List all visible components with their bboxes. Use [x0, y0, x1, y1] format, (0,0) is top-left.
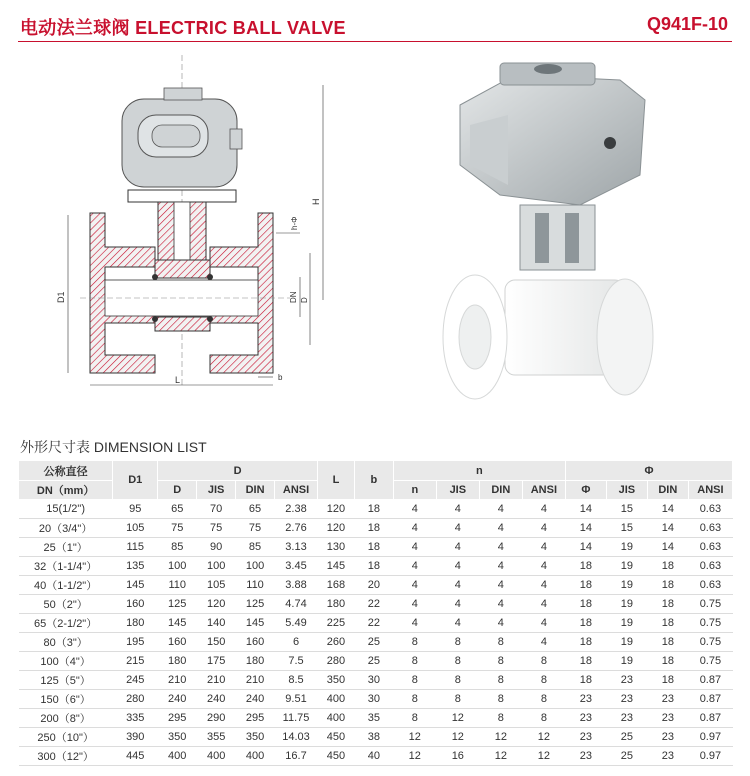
table-cell: 4 — [479, 576, 522, 595]
table-cell: 0.75 — [688, 652, 732, 671]
table-cell: 100 — [197, 557, 236, 576]
table-cell: 4 — [436, 500, 479, 519]
table-cell: 65 — [158, 500, 197, 519]
table-cell: 19 — [606, 652, 647, 671]
valve-cross-section-drawing — [56, 55, 350, 400]
header-n-group: n — [393, 461, 565, 481]
table-cell: 70 — [197, 500, 236, 519]
label-b: b — [278, 373, 283, 382]
table-cell: 450 — [318, 747, 355, 766]
table-cell: 400 — [318, 690, 355, 709]
header-dn-mm: DN（mm） — [19, 481, 113, 500]
table-cell: 23 — [647, 709, 688, 728]
table-cell: 30 — [354, 671, 393, 690]
header-d1: D1 — [113, 461, 158, 500]
header-d-group: D — [158, 461, 318, 481]
table-cell: 12 — [436, 728, 479, 747]
table-cell: 210 — [158, 671, 197, 690]
table-cell: 14 — [565, 500, 606, 519]
table-cell: 350 — [236, 728, 275, 747]
table-cell: 19 — [606, 538, 647, 557]
table-cell: 4 — [522, 519, 565, 538]
table-cell: 4 — [479, 519, 522, 538]
table-cell: 4 — [479, 614, 522, 633]
table-cell-dn: 20（3/4"） — [19, 519, 113, 538]
table-cell: 100 — [236, 557, 275, 576]
header-d-d: D — [158, 481, 197, 500]
table-cell: 8 — [436, 671, 479, 690]
table-cell: 12 — [479, 728, 522, 747]
table-cell: 4 — [393, 614, 436, 633]
table-cell: 4 — [436, 576, 479, 595]
table-cell: 280 — [318, 652, 355, 671]
table-cell: 40 — [354, 747, 393, 766]
table-cell: 120 — [318, 500, 355, 519]
table-cell: 23 — [565, 728, 606, 747]
table-cell: 18 — [565, 557, 606, 576]
header-d-jis: JIS — [197, 481, 236, 500]
table-cell: 290 — [197, 709, 236, 728]
table-cell: 18 — [647, 614, 688, 633]
table-cell-dn: 40（1-1/2"） — [19, 576, 113, 595]
table-cell: 130 — [318, 538, 355, 557]
table-cell: 4 — [436, 595, 479, 614]
table-cell-dn: 50（2"） — [19, 595, 113, 614]
table-cell: 180 — [318, 595, 355, 614]
table-cell: 160 — [158, 633, 197, 652]
table-cell: 4 — [393, 538, 436, 557]
table-cell: 210 — [236, 671, 275, 690]
table-cell: 0.63 — [688, 538, 732, 557]
table-cell: 4 — [436, 614, 479, 633]
table-cell: 105 — [197, 576, 236, 595]
table-cell: 400 — [236, 747, 275, 766]
table-cell: 30 — [354, 690, 393, 709]
table-cell: 180 — [236, 652, 275, 671]
table-cell: 12 — [393, 728, 436, 747]
table-cell: 18 — [565, 576, 606, 595]
table-cell: 8 — [436, 690, 479, 709]
table-cell: 145 — [236, 614, 275, 633]
table-cell: 14 — [647, 500, 688, 519]
table-cell: 23 — [565, 709, 606, 728]
label-l: L — [175, 375, 181, 385]
table-cell: 18 — [647, 652, 688, 671]
table-cell-dn: 25（1"） — [19, 538, 113, 557]
table-cell: 240 — [158, 690, 197, 709]
header-phi-ansi: ANSI — [688, 481, 732, 500]
table-cell: 11.75 — [275, 709, 318, 728]
table-cell: 0.97 — [688, 728, 732, 747]
table-cell: 2.76 — [275, 519, 318, 538]
table-cell: 18 — [354, 500, 393, 519]
header-n-jis: JIS — [436, 481, 479, 500]
table-cell: 0.87 — [688, 671, 732, 690]
table-cell: 355 — [197, 728, 236, 747]
table-cell: 14 — [565, 538, 606, 557]
table-row — [19, 690, 733, 709]
table-cell: 4 — [393, 519, 436, 538]
table-cell: 19 — [606, 595, 647, 614]
table-cell: 4 — [522, 557, 565, 576]
table-cell: 8 — [436, 633, 479, 652]
table-cell: 0.87 — [688, 690, 732, 709]
table-cell: 2.38 — [275, 500, 318, 519]
label-h-phi: h-Φ — [290, 216, 299, 230]
dimension-table-body — [19, 500, 733, 766]
table-cell: 445 — [113, 747, 158, 766]
table-cell: 450 — [318, 728, 355, 747]
table-row — [19, 671, 733, 690]
table-cell: 19 — [606, 614, 647, 633]
table-cell: 120 — [197, 595, 236, 614]
table-cell: 8 — [522, 671, 565, 690]
table-cell: 19 — [606, 557, 647, 576]
table-cell: 4 — [522, 595, 565, 614]
table-cell: 14 — [647, 538, 688, 557]
table-cell: 15 — [606, 500, 647, 519]
table-cell: 150 — [197, 633, 236, 652]
table-cell-dn: 300（12"） — [19, 747, 113, 766]
table-cell: 280 — [113, 690, 158, 709]
table-row — [19, 652, 733, 671]
table-cell: 12 — [393, 747, 436, 766]
electric-ball-valve-photo — [430, 55, 670, 425]
table-cell: 8 — [393, 690, 436, 709]
table-cell: 4 — [393, 595, 436, 614]
table-cell: 350 — [158, 728, 197, 747]
table-cell: 16.7 — [275, 747, 318, 766]
header-d-din: DIN — [236, 481, 275, 500]
table-cell: 23 — [565, 690, 606, 709]
table-row — [19, 538, 733, 557]
table-cell: 120 — [318, 519, 355, 538]
header-phi-din: DIN — [647, 481, 688, 500]
table-cell: 8 — [393, 633, 436, 652]
table-cell: 95 — [113, 500, 158, 519]
table-cell: 65 — [236, 500, 275, 519]
table-cell: 4 — [436, 538, 479, 557]
table-cell: 18 — [647, 671, 688, 690]
table-cell: 0.75 — [688, 633, 732, 652]
table-row — [19, 557, 733, 576]
table-cell: 210 — [197, 671, 236, 690]
table-cell: 75 — [236, 519, 275, 538]
table-cell: 14.03 — [275, 728, 318, 747]
table-cell: 85 — [158, 538, 197, 557]
table-cell: 18 — [565, 595, 606, 614]
table-cell: 23 — [647, 747, 688, 766]
table-cell: 8 — [393, 652, 436, 671]
table-cell: 4 — [479, 500, 522, 519]
table-cell: 8 — [522, 652, 565, 671]
table-cell: 350 — [318, 671, 355, 690]
table-cell: 335 — [113, 709, 158, 728]
table-cell: 25 — [606, 747, 647, 766]
table-cell: 15 — [606, 519, 647, 538]
table-cell: 295 — [236, 709, 275, 728]
table-cell: 4 — [393, 557, 436, 576]
table-cell: 0.75 — [688, 614, 732, 633]
table-cell: 8 — [479, 690, 522, 709]
table-cell-dn: 125（5"） — [19, 671, 113, 690]
table-cell: 400 — [197, 747, 236, 766]
table-cell: 260 — [318, 633, 355, 652]
table-cell: 145 — [158, 614, 197, 633]
table-cell: 18 — [647, 557, 688, 576]
table-cell: 295 — [158, 709, 197, 728]
table-cell: 168 — [318, 576, 355, 595]
table-cell: 23 — [647, 728, 688, 747]
table-cell: 18 — [354, 519, 393, 538]
header-phi-group: Φ — [565, 461, 732, 481]
table-cell: 0.63 — [688, 519, 732, 538]
table-cell: 135 — [113, 557, 158, 576]
table-cell: 8.5 — [275, 671, 318, 690]
table-cell-dn: 200（8"） — [19, 709, 113, 728]
table-cell: 180 — [113, 614, 158, 633]
table-cell: 18 — [565, 652, 606, 671]
table-cell: 125 — [158, 595, 197, 614]
table-cell: 0.63 — [688, 500, 732, 519]
table-cell: 85 — [236, 538, 275, 557]
label-h: H — [311, 198, 321, 205]
table-row — [19, 709, 733, 728]
model-number: Q941F-10 — [646, 14, 728, 34]
table-cell: 12 — [522, 747, 565, 766]
table-cell: 0.75 — [688, 595, 732, 614]
table-row — [19, 747, 733, 766]
table-cell: 18 — [647, 576, 688, 595]
table-cell: 18 — [354, 557, 393, 576]
header-n-n: n — [393, 481, 436, 500]
header-phi-phi: Φ — [565, 481, 606, 500]
table-cell-dn: 15(1/2") — [19, 500, 113, 519]
table-cell: 8 — [479, 633, 522, 652]
page-title: 电动法兰球阀 ELECTRIC BALL VALVE — [20, 18, 346, 38]
table-cell: 105 — [113, 519, 158, 538]
table-cell: 18 — [354, 538, 393, 557]
table-cell: 12 — [479, 747, 522, 766]
table-cell: 4.74 — [275, 595, 318, 614]
header-b: b — [354, 461, 393, 500]
table-cell: 4 — [393, 500, 436, 519]
table-cell: 35 — [354, 709, 393, 728]
table-cell: 240 — [197, 690, 236, 709]
table-cell-dn: 65（2-1/2"） — [19, 614, 113, 633]
header-n-din: DIN — [479, 481, 522, 500]
table-cell: 18 — [565, 633, 606, 652]
table-cell: 4 — [393, 576, 436, 595]
table-cell: 115 — [113, 538, 158, 557]
table-row — [19, 500, 733, 519]
table-cell: 100 — [158, 557, 197, 576]
table-row — [19, 728, 733, 747]
dimension-table — [18, 460, 733, 766]
table-cell: 8 — [479, 671, 522, 690]
table-cell: 38 — [354, 728, 393, 747]
table-cell: 110 — [236, 576, 275, 595]
table-cell: 4 — [436, 519, 479, 538]
dimension-list-title: 外形尺寸表 DIMENSION LIST — [20, 439, 207, 455]
table-cell: 23 — [606, 709, 647, 728]
table-cell: 8 — [522, 690, 565, 709]
table-cell: 0.63 — [688, 557, 732, 576]
table-cell: 22 — [354, 595, 393, 614]
table-cell: 4 — [522, 576, 565, 595]
table-cell: 195 — [113, 633, 158, 652]
table-cell: 18 — [647, 595, 688, 614]
table-cell: 18 — [565, 671, 606, 690]
table-cell: 75 — [158, 519, 197, 538]
table-cell: 23 — [565, 747, 606, 766]
label-d: D — [300, 297, 309, 303]
table-cell-dn: 100（4"） — [19, 652, 113, 671]
table-row — [19, 614, 733, 633]
table-row — [19, 633, 733, 652]
table-cell: 8 — [522, 709, 565, 728]
table-cell: 8 — [479, 652, 522, 671]
table-cell: 14 — [647, 519, 688, 538]
table-cell: 3.13 — [275, 538, 318, 557]
table-cell: 240 — [236, 690, 275, 709]
table-cell: 400 — [158, 747, 197, 766]
table-cell: 18 — [647, 633, 688, 652]
table-cell-dn: 150（6"） — [19, 690, 113, 709]
table-row — [19, 519, 733, 538]
table-cell: 7.5 — [275, 652, 318, 671]
table-cell: 4 — [479, 595, 522, 614]
header-d-ansi: ANSI — [275, 481, 318, 500]
table-cell: 4 — [479, 557, 522, 576]
table-cell: 25 — [354, 652, 393, 671]
table-cell: 5.49 — [275, 614, 318, 633]
table-cell: 19 — [606, 576, 647, 595]
table-cell: 390 — [113, 728, 158, 747]
label-dn: DN — [289, 291, 298, 303]
table-cell: 3.88 — [275, 576, 318, 595]
table-cell: 110 — [158, 576, 197, 595]
table-cell: 0.63 — [688, 576, 732, 595]
table-cell: 6 — [275, 633, 318, 652]
table-cell: 12 — [436, 709, 479, 728]
table-cell: 4 — [522, 538, 565, 557]
header-dn: 公称直径 — [19, 461, 113, 481]
table-cell: 400 — [318, 709, 355, 728]
table-cell: 23 — [606, 690, 647, 709]
table-cell-dn: 32（1-1/4"） — [19, 557, 113, 576]
table-cell: 245 — [113, 671, 158, 690]
table-cell: 4 — [436, 557, 479, 576]
table-cell: 225 — [318, 614, 355, 633]
table-cell: 180 — [158, 652, 197, 671]
table-cell: 9.51 — [275, 690, 318, 709]
table-cell: 145 — [113, 576, 158, 595]
table-cell: 8 — [393, 709, 436, 728]
table-cell: 8 — [479, 709, 522, 728]
table-cell: 4 — [522, 614, 565, 633]
table-cell: 215 — [113, 652, 158, 671]
table-cell: 160 — [113, 595, 158, 614]
table-cell: 20 — [354, 576, 393, 595]
table-cell: 14 — [565, 519, 606, 538]
table-cell: 175 — [197, 652, 236, 671]
table-cell: 160 — [236, 633, 275, 652]
table-cell: 22 — [354, 614, 393, 633]
header-phi-jis: JIS — [606, 481, 647, 500]
table-cell: 4 — [522, 500, 565, 519]
table-row — [19, 595, 733, 614]
table-cell-dn: 250（10"） — [19, 728, 113, 747]
table-cell: 19 — [606, 633, 647, 652]
table-cell: 12 — [522, 728, 565, 747]
table-cell: 23 — [606, 671, 647, 690]
table-cell: 23 — [647, 690, 688, 709]
table-row — [19, 576, 733, 595]
table-cell: 16 — [436, 747, 479, 766]
label-d1: D1 — [56, 291, 66, 303]
table-cell: 25 — [354, 633, 393, 652]
table-cell: 0.97 — [688, 747, 732, 766]
table-cell: 75 — [197, 519, 236, 538]
table-cell: 25 — [606, 728, 647, 747]
table-cell: 145 — [318, 557, 355, 576]
table-cell-dn: 80（3"） — [19, 633, 113, 652]
header-n-ansi: ANSI — [522, 481, 565, 500]
table-cell: 140 — [197, 614, 236, 633]
table-cell: 125 — [236, 595, 275, 614]
table-cell: 0.87 — [688, 709, 732, 728]
table-cell: 4 — [479, 538, 522, 557]
header-l: L — [318, 461, 355, 500]
table-cell: 90 — [197, 538, 236, 557]
table-cell: 18 — [565, 614, 606, 633]
table-cell: 3.45 — [275, 557, 318, 576]
header-divider — [18, 41, 732, 42]
table-cell: 8 — [436, 652, 479, 671]
table-cell: 8 — [393, 671, 436, 690]
table-cell: 4 — [522, 633, 565, 652]
